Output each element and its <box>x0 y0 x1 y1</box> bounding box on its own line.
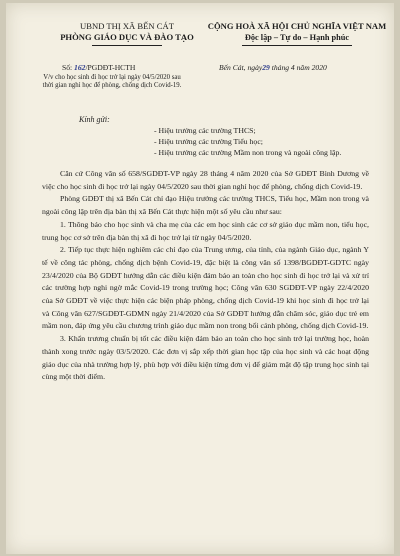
paragraph: 3. Khẩn trương chuẩn bị tốt các điều kiện đảm bảo an toàn cho học sinh trở lại trường học, hoàn thành xong trước ngày 03/5/2020. Các đơn vị sắp xếp thời gian học tập của học sinh và các hoạt động giáo dục của nhà trường hợp lý, phù hợp với điều kiện từng đơn vị để giảm mật độ tập trung học sinh tại cùng một thời điểm. <box>42 334 369 382</box>
paragraph: 2. Tiếp tục thực hiện nghiêm các chỉ đạo của Trung ương, của tỉnh, của ngành Giáo dục, ngành Y tế về công tác phòng, chống dịch bệnh Covid-19, đặc biệt là công văn số 1398/BGDĐT-GDTC ngày 23/4/2020 của Bộ GDĐT hướng dẫn các điều kiện đảm bảo an toàn cho học sinh đi học trở lại và xử trí các trường hợp nghi ngờ mắc Covid-19 trong trường học; Công văn 630 SGDĐT-VP ngày 22/4/2020 của Sở GDĐT về việc thực hiện các biện pháp phòng, chống dịch Covid-19 khi học sinh đi học trở lại và Công văn 627/SGDĐT-GDMN ngày 21/4/2020 của Sở GDĐT hướng dẫn chăm sóc, giáo dục trẻ em mầm non, đáp ứng yêu cầu chương trình giáo dục mầm non trong bối cảnh phòng, chống dịch Covid-19. <box>42 245 369 331</box>
national-motto: Độc lập – Tự do – Hạnh phúc <box>244 33 350 42</box>
national-header <box>204 21 390 46</box>
document-body <box>42 168 369 384</box>
recipient-item: - Hiệu trưởng các trường Mầm non trong và ngoài công lập. <box>154 148 342 157</box>
place-date <box>219 63 327 72</box>
recipient-item: - Hiệu trưởng các trường Tiểu học; <box>154 137 263 146</box>
subject-line: V/v cho học sinh đi học trở lại ngày 04/5/2020 sau thời gian nghỉ học để phòng, chống dịch Covid-19. <box>42 74 182 90</box>
doc-number-prefix: Số: <box>62 63 73 72</box>
doc-number-handwritten: 162 <box>74 63 86 72</box>
recipient-item: - Hiệu trưởng các trường THCS; <box>154 126 256 135</box>
authority-name: UBND THỊ XÃ BẾN CÁT <box>80 21 174 31</box>
place-date-after: tháng 4 năm 2020 <box>271 63 327 72</box>
paragraph: Căn cứ Công văn số 658/SGDĐT-VP ngày 28 tháng 4 năm 2020 của Sở GDĐT Bình Dương về việc cho học sinh đi học trở lại ngày 04/5/2020 sau thời gian nghỉ học để phòng, chống dịch Covid-19. <box>42 169 369 191</box>
divider <box>92 45 162 46</box>
nation-title: CỘNG HOÀ XÃ HỘI CHỦ NGHĨA VIỆT NAM <box>207 21 387 31</box>
office-name: PHÒNG GIÁO DỤC VÀ ĐÀO TẠO <box>60 32 194 42</box>
document-number <box>62 63 135 72</box>
recipient-list <box>154 125 341 158</box>
divider <box>242 45 352 46</box>
paragraph: Phòng GDĐT thị xã Bến Cát chỉ đạo Hiệu trưởng các trường THCS, Tiểu học, Mầm non trong và ngoài công lập trên địa bàn thị xã Bến Cát thực hiện một số yêu cầu như sau: <box>42 194 369 217</box>
doc-number-suffix: /PGDĐT-HCTH <box>85 63 136 72</box>
place-date-day: 29 <box>262 63 270 72</box>
paragraph: 1. Thông báo cho học sinh và cha mẹ của các em học sinh các cơ sở giáo dục mầm non, tiểu học, trung học cơ sở trên địa bàn thị xã đi học trở lại từ ngày 04/5/2020. <box>42 219 369 242</box>
place-date-before: Bến Cát, ngày <box>219 63 263 72</box>
document-page <box>6 3 394 554</box>
issuing-authority <box>42 21 212 46</box>
greeting: Kính gửi: <box>79 115 110 124</box>
